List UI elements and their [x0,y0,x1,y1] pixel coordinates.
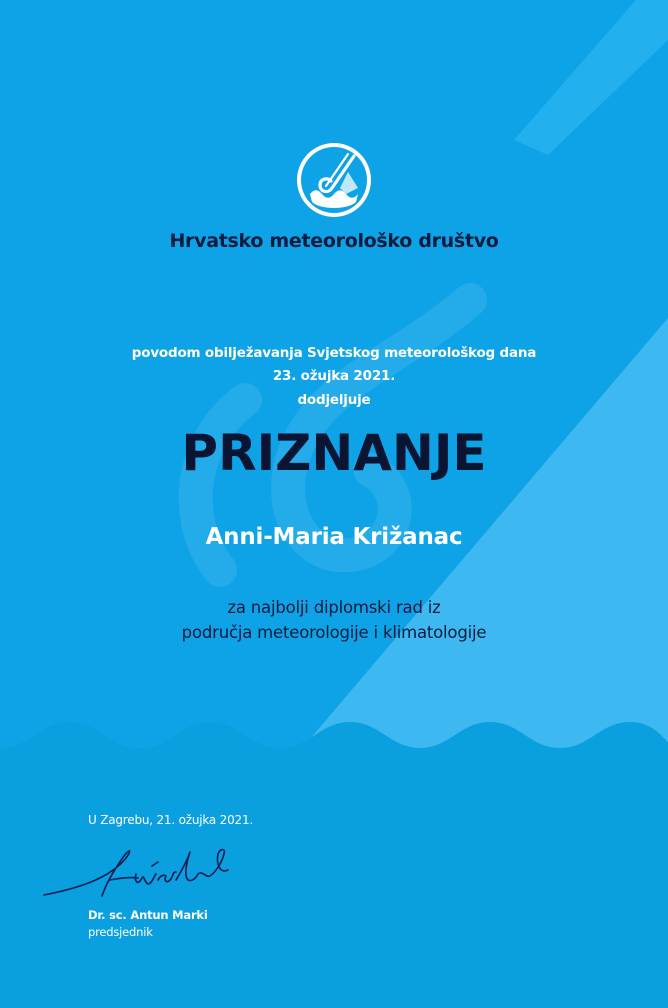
reason-line-2: područja meteorologije i klimatologije [181,623,487,642]
recipient-name: Anni-Maria Križanac [205,524,463,550]
signer-name: Dr. sc. Antun Marki [88,908,208,922]
handwritten-signature [40,840,240,902]
meteorological-society-logo-icon [296,142,372,218]
reason-line-1: za najbolji diplomski rad iz [227,598,441,617]
organization-name: Hrvatsko meteorološko društvo [169,230,499,252]
intro-line-awards: dodjeljuje [297,392,371,408]
signer-title: predsjednik [88,925,153,939]
award-title: PRIZNANJE [181,424,487,482]
diagonal-band [514,0,668,155]
intro-line-date: 23. ožujka 2021. [272,368,396,384]
place-and-date: U Zagrebu, 21. ožujka 2021. [88,813,254,827]
intro-line-occasion: povodom obilježavanja Svjetskog meteorološkog dana [131,345,537,361]
